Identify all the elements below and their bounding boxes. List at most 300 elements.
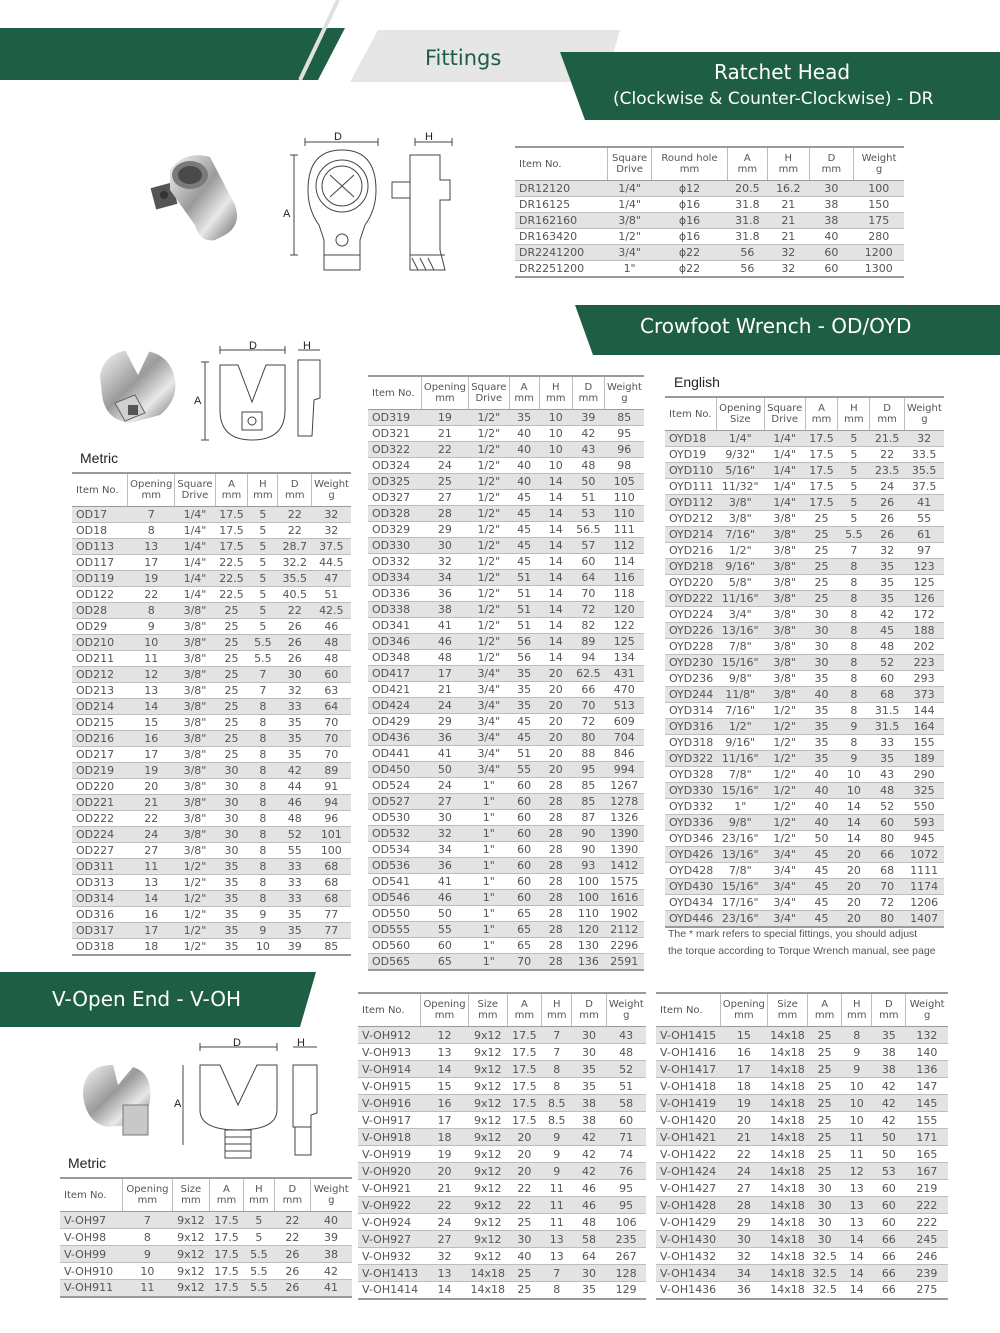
- column-header-unit: mm: [679, 164, 700, 175]
- table-cell: 18: [128, 939, 175, 955]
- table-cell: 9: [838, 751, 870, 767]
- table-cell: 45: [805, 863, 837, 879]
- table-cell: 26: [278, 651, 312, 667]
- table-row: [515, 229, 904, 245]
- table-row: [368, 586, 644, 602]
- table-cell: 60: [509, 810, 539, 826]
- table-row: [665, 863, 944, 879]
- table-cell: 22.5: [215, 571, 248, 587]
- table-cell: 26: [870, 511, 904, 527]
- table-cell: 13: [842, 1180, 872, 1197]
- table-cell: 9x12: [172, 1229, 210, 1246]
- table-cell: 77: [312, 907, 351, 923]
- item-number-cell: OD113: [72, 539, 128, 555]
- table-row: [656, 1231, 948, 1248]
- table-cell: 1/2": [469, 618, 509, 634]
- table-row: [665, 783, 944, 799]
- column-header-unit: g: [623, 1010, 630, 1021]
- table-cell: 30: [805, 607, 837, 623]
- table-cell: 28: [539, 954, 572, 970]
- table-cell: 85: [572, 794, 604, 810]
- table-cell: 52: [606, 1061, 646, 1078]
- column-header-unit: mm: [777, 1010, 798, 1021]
- table-row: [72, 603, 351, 619]
- column-header: [310, 1178, 352, 1212]
- table-cell: 10: [842, 1112, 872, 1129]
- table-cell: 20: [539, 714, 572, 730]
- column-header-unit: mm: [778, 164, 799, 175]
- table-cell: 25: [808, 1163, 842, 1180]
- table-cell: 60: [606, 1112, 646, 1129]
- table-cell: 32: [312, 507, 351, 523]
- table-cell: 7: [128, 507, 175, 523]
- item-number-cell: OD321: [368, 426, 421, 442]
- table-cell: 112: [604, 538, 644, 554]
- table-row: [656, 1197, 948, 1214]
- table-cell: 20: [539, 666, 572, 682]
- table-cell: 20: [838, 911, 870, 927]
- item-number-cell: OD28: [72, 603, 128, 619]
- table-cell: 120: [604, 602, 644, 618]
- table-cell: 704: [604, 730, 644, 746]
- column-header-label: D: [290, 479, 299, 490]
- table-cell: 17.5: [805, 479, 837, 495]
- item-number-cell: OYD318: [665, 735, 716, 751]
- table-cell: 14x18: [767, 1265, 807, 1282]
- table-cell: 8: [248, 747, 278, 763]
- table-cell: 5: [248, 539, 278, 555]
- table-cell: 5: [243, 1229, 274, 1246]
- vopen-dim-h: H: [297, 1037, 305, 1049]
- item-number-cell: OYD224: [665, 607, 716, 623]
- table-cell: 20.5: [727, 181, 767, 197]
- table-cell: 9x12: [172, 1212, 210, 1229]
- table-cell: 25: [215, 651, 248, 667]
- table-cell: 3/8": [764, 575, 805, 591]
- table-cell: 12: [128, 667, 175, 683]
- table-cell: 1/4": [764, 431, 805, 447]
- table-cell: 27: [128, 843, 175, 859]
- table-row: [72, 859, 351, 875]
- table-cell: 42: [572, 426, 604, 442]
- item-number-cell: V-OH932: [358, 1248, 421, 1265]
- table-cell: 14: [842, 1248, 872, 1265]
- item-number-cell: OD311: [72, 859, 128, 875]
- table-cell: 58: [606, 1095, 646, 1112]
- table-cell: 12: [842, 1163, 872, 1180]
- table-row: [656, 1044, 948, 1061]
- table-cell: 7/16": [716, 527, 764, 543]
- table-cell: 30: [421, 538, 468, 554]
- table-cell: 9x12: [468, 1095, 507, 1112]
- table-cell: 17.5: [507, 1044, 541, 1061]
- table-row: [358, 1231, 646, 1248]
- item-number-cell: DR163420: [515, 229, 608, 245]
- table-cell: 122: [604, 618, 644, 634]
- table-cell: 45: [509, 714, 539, 730]
- table-cell: 1/4": [608, 181, 652, 197]
- table-row: [368, 698, 644, 714]
- table-cell: 36: [421, 858, 468, 874]
- table-cell: 26: [275, 1263, 311, 1280]
- table-cell: 8.5: [542, 1095, 572, 1112]
- table-cell: 53: [572, 506, 604, 522]
- table-row: [72, 571, 351, 587]
- table-cell: 3/8": [764, 543, 805, 559]
- table-cell: 25: [805, 543, 837, 559]
- column-header-label: A: [520, 999, 528, 1010]
- crowfoot-dim-h: H: [303, 340, 311, 352]
- table-cell: 24: [421, 458, 468, 474]
- table-cell: 3/8": [764, 671, 805, 687]
- table-cell: 13: [128, 539, 175, 555]
- table-cell: 25: [805, 575, 837, 591]
- table-row: [60, 1246, 352, 1263]
- column-header-label: Square: [177, 479, 213, 490]
- table-cell: 8: [248, 763, 278, 779]
- table-cell: 30: [215, 779, 248, 795]
- table-cell: 80: [870, 831, 904, 847]
- table-row: [72, 827, 351, 843]
- table-cell: 33: [278, 859, 312, 875]
- table-cell: 8: [542, 1078, 572, 1095]
- table-cell: 48: [421, 650, 468, 666]
- table-cell: 90: [572, 842, 604, 858]
- table-cell: 14: [539, 602, 572, 618]
- column-header-label: D: [584, 382, 593, 393]
- table-cell: 8: [838, 671, 870, 687]
- table-row: [515, 181, 904, 197]
- table-row: [72, 875, 351, 891]
- table-cell: 33: [278, 891, 312, 907]
- table-cell: 35: [278, 907, 312, 923]
- item-number-cell: OYD226: [665, 623, 716, 639]
- table-row: [656, 1248, 948, 1265]
- table-cell: 140: [906, 1044, 948, 1061]
- table-row: [665, 639, 944, 655]
- table-cell: 31.8: [727, 229, 767, 245]
- column-header-unit: mm: [253, 490, 273, 501]
- table-cell: 35.5: [278, 571, 312, 587]
- table-cell: 68: [870, 863, 904, 879]
- table-row: [368, 730, 644, 746]
- table-cell: 14: [539, 634, 572, 650]
- column-header-label: Opening: [423, 382, 467, 393]
- table-cell: 70: [312, 747, 351, 763]
- table-cell: 17.5: [805, 431, 837, 447]
- table-header-row: [368, 376, 644, 410]
- table-cell: 19: [128, 571, 175, 587]
- table-cell: 23/16": [716, 831, 764, 847]
- table-cell: 126: [904, 591, 944, 607]
- table-cell: 5: [838, 463, 870, 479]
- table-cell: 20: [539, 682, 572, 698]
- column-header-unit: mm: [181, 1195, 201, 1206]
- item-number-cell: OD324: [368, 458, 421, 474]
- item-number-cell: V-OH1416: [656, 1044, 720, 1061]
- item-number-cell: V-OH1436: [656, 1282, 720, 1299]
- column-header-label: H: [552, 999, 561, 1010]
- table-cell: 1": [469, 938, 509, 954]
- table-cell: 9/8": [716, 671, 764, 687]
- table-row: [665, 799, 944, 815]
- table-row: [358, 1180, 646, 1197]
- table-row: [665, 703, 944, 719]
- item-number-cell: OD550: [368, 906, 421, 922]
- table-cell: 11: [542, 1214, 572, 1231]
- table-cell: 25: [215, 747, 248, 763]
- table-cell: 60: [509, 874, 539, 890]
- item-number-cell: OYD228: [665, 639, 716, 655]
- table-cell: 1/2": [469, 506, 509, 522]
- crowfoot-photo: [90, 345, 185, 430]
- table-cell: 3/8": [175, 635, 215, 651]
- table-cell: 35: [509, 666, 539, 682]
- table-cell: 17: [128, 747, 175, 763]
- table-row: [72, 731, 351, 747]
- item-number-cell: V-OH1415: [656, 1027, 720, 1044]
- column-header-label: Item No.: [64, 1189, 107, 1201]
- table-cell: 51: [606, 1078, 646, 1095]
- item-number-cell: OD313: [72, 875, 128, 891]
- table-cell: 70: [509, 954, 539, 970]
- table-row: [358, 1061, 646, 1078]
- table-cell: 5: [838, 431, 870, 447]
- table-cell: 28.7: [278, 539, 312, 555]
- item-number-cell: OD441: [368, 746, 421, 762]
- table-cell: 60: [421, 938, 468, 954]
- item-number-cell: V-OH1418: [656, 1078, 720, 1095]
- table-cell: 65: [509, 922, 539, 938]
- table-cell: 28: [539, 938, 572, 954]
- item-number-cell: V-OH98: [60, 1229, 123, 1246]
- table-cell: 35: [278, 731, 312, 747]
- item-number-cell: OD328: [368, 506, 421, 522]
- item-number-cell: V-OH924: [358, 1214, 421, 1231]
- item-number-cell: V-OH1432: [656, 1248, 720, 1265]
- column-header: [842, 993, 872, 1027]
- table-cell: 48: [870, 639, 904, 655]
- table-cell: 32: [870, 543, 904, 559]
- column-header: [278, 473, 312, 507]
- table-cell: 51: [509, 602, 539, 618]
- table-cell: 14: [842, 1265, 872, 1282]
- table-cell: 9x12: [468, 1112, 507, 1129]
- item-number-cell: OYD244: [665, 687, 716, 703]
- table-cell: 1/2": [175, 939, 215, 955]
- table-cell: 15/16": [716, 655, 764, 671]
- table-cell: 76: [606, 1163, 646, 1180]
- table-row: [358, 1044, 646, 1061]
- table-cell: 1/2": [469, 522, 509, 538]
- item-number-cell: OD424: [368, 698, 421, 714]
- column-header: [767, 147, 809, 181]
- table-cell: 20: [838, 847, 870, 863]
- item-number-cell: OD348: [368, 650, 421, 666]
- item-number-cell: V-OH918: [358, 1129, 421, 1146]
- table-cell: 51: [509, 618, 539, 634]
- table-cell: 33: [870, 735, 904, 751]
- column-header: [248, 473, 278, 507]
- column-header-unit: mm: [282, 1195, 303, 1206]
- table-cell: 72: [572, 714, 604, 730]
- table-cell: 94: [572, 650, 604, 666]
- table-cell: 1/2": [175, 923, 215, 939]
- table-row: [358, 1112, 646, 1129]
- column-header-unit: mm: [137, 1195, 158, 1206]
- table-cell: 32: [904, 431, 944, 447]
- column-header: [312, 473, 351, 507]
- table-cell: 28: [539, 890, 572, 906]
- table-cell: 98: [604, 458, 644, 474]
- item-number-cell: OYD330: [665, 783, 716, 799]
- vopen-metric-label: Metric: [68, 1155, 107, 1171]
- table-cell: 20: [838, 879, 870, 895]
- table-cell: 33: [278, 875, 312, 891]
- table-cell: ϕ16: [652, 197, 728, 213]
- table-header-row: [665, 397, 944, 431]
- table-cell: 1278: [604, 794, 644, 810]
- table-row: [665, 591, 944, 607]
- column-header-unit: mm: [514, 393, 534, 404]
- table-cell: 9x12: [468, 1163, 507, 1180]
- table-cell: 3/8": [764, 655, 805, 671]
- table-row: [665, 671, 944, 687]
- table-cell: 5: [838, 479, 870, 495]
- table-row: [665, 831, 944, 847]
- item-number-cell: OD541: [368, 874, 421, 890]
- table-cell: 3/8": [764, 623, 805, 639]
- table-cell: 14x18: [767, 1180, 807, 1197]
- table-cell: 1/2": [175, 859, 215, 875]
- column-header-unit: mm: [578, 393, 599, 404]
- table-cell: 14: [539, 506, 572, 522]
- table-cell: 46: [572, 1180, 606, 1197]
- table-cell: 60: [509, 794, 539, 810]
- column-header: [539, 376, 572, 410]
- column-header-label: Opening: [423, 999, 466, 1010]
- table-cell: 114: [604, 554, 644, 570]
- table-cell: 14x18: [468, 1265, 507, 1282]
- column-header-unit: mm: [514, 1010, 535, 1021]
- column-header-label: A: [228, 479, 235, 490]
- table-cell: 1/2": [764, 719, 805, 735]
- table-cell: 66: [572, 682, 604, 698]
- column-header-label: Opening: [722, 999, 765, 1010]
- table-cell: 25: [805, 591, 837, 607]
- table-cell: 1300: [854, 261, 905, 277]
- column-header: [469, 376, 509, 410]
- table-row: [72, 715, 351, 731]
- table-cell: 89: [312, 763, 351, 779]
- table-cell: 17.5: [805, 463, 837, 479]
- ratchet-dim-d: D: [334, 131, 342, 143]
- table-cell: 14: [539, 618, 572, 634]
- table-cell: 14x18: [767, 1146, 807, 1163]
- table-cell: 8: [128, 603, 175, 619]
- column-header: [656, 993, 720, 1027]
- table-cell: 9x12: [468, 1231, 507, 1248]
- table-cell: 34: [720, 1265, 767, 1282]
- table-cell: 38: [809, 213, 853, 229]
- table-cell: 70: [312, 731, 351, 747]
- table-cell: 14: [539, 650, 572, 666]
- table-cell: 5: [248, 587, 278, 603]
- table-cell: ϕ22: [652, 261, 728, 277]
- table-cell: 14x18: [767, 1282, 807, 1299]
- item-number-cell: OD210: [72, 635, 128, 651]
- table-cell: 9/32": [716, 447, 764, 463]
- table-cell: 17: [128, 555, 175, 571]
- table-row: [656, 1163, 948, 1180]
- table-cell: 35: [872, 1027, 906, 1044]
- table-cell: 164: [904, 719, 944, 735]
- table-cell: 9x12: [468, 1027, 507, 1044]
- item-number-cell: V-OH915: [358, 1078, 421, 1095]
- table-cell: 1/2": [608, 229, 652, 245]
- column-header: [665, 397, 716, 431]
- table-row: [665, 767, 944, 783]
- table-row: [368, 618, 644, 634]
- table-cell: 71: [606, 1129, 646, 1146]
- table-cell: 9x12: [468, 1044, 507, 1061]
- table-row: [665, 511, 944, 527]
- table-cell: 1": [469, 810, 509, 826]
- column-header-label: Size: [477, 999, 499, 1010]
- table-row: [665, 751, 944, 767]
- table-cell: 40: [509, 458, 539, 474]
- table-cell: 188: [904, 623, 944, 639]
- table-row: [368, 666, 644, 682]
- table-cell: 50: [421, 762, 468, 778]
- table-cell: 17.5: [215, 507, 248, 523]
- table-cell: 60: [509, 826, 539, 842]
- table-cell: 24: [720, 1163, 767, 1180]
- table-cell: 48: [870, 783, 904, 799]
- table-row: [368, 778, 644, 794]
- table-cell: 51: [312, 587, 351, 603]
- table-cell: 25: [215, 619, 248, 635]
- fittings-label: Fittings: [425, 46, 502, 70]
- item-number-cell: V-OH922: [358, 1197, 421, 1214]
- table-header-row: [60, 1178, 352, 1212]
- table-cell: 66: [870, 847, 904, 863]
- table-cell: 14: [842, 1282, 872, 1299]
- crowfoot-drawing: [190, 340, 330, 450]
- column-header-unit: mm: [821, 164, 842, 175]
- table-cell: 9x12: [468, 1061, 507, 1078]
- table-cell: 17: [720, 1061, 767, 1078]
- table-cell: 24: [421, 1214, 469, 1231]
- table-cell: 35: [215, 859, 248, 875]
- table-row: [72, 811, 351, 827]
- table-cell: 25: [507, 1265, 541, 1282]
- column-header: [870, 397, 904, 431]
- item-number-cell: DR162160: [515, 213, 608, 229]
- column-header-label: Weight: [313, 1184, 349, 1195]
- table-cell: 17: [421, 1112, 469, 1129]
- column-header-label: A: [821, 999, 829, 1010]
- table-cell: 3/4": [764, 863, 805, 879]
- table-cell: 90: [572, 826, 604, 842]
- table-cell: 28: [539, 874, 572, 890]
- column-header-label: Opening: [126, 1184, 169, 1195]
- table-cell: 29: [720, 1214, 767, 1231]
- table-cell: 150: [854, 197, 905, 213]
- table-cell: 1/2": [469, 634, 509, 650]
- table-row: [368, 858, 644, 874]
- item-number-cell: OD29: [72, 619, 128, 635]
